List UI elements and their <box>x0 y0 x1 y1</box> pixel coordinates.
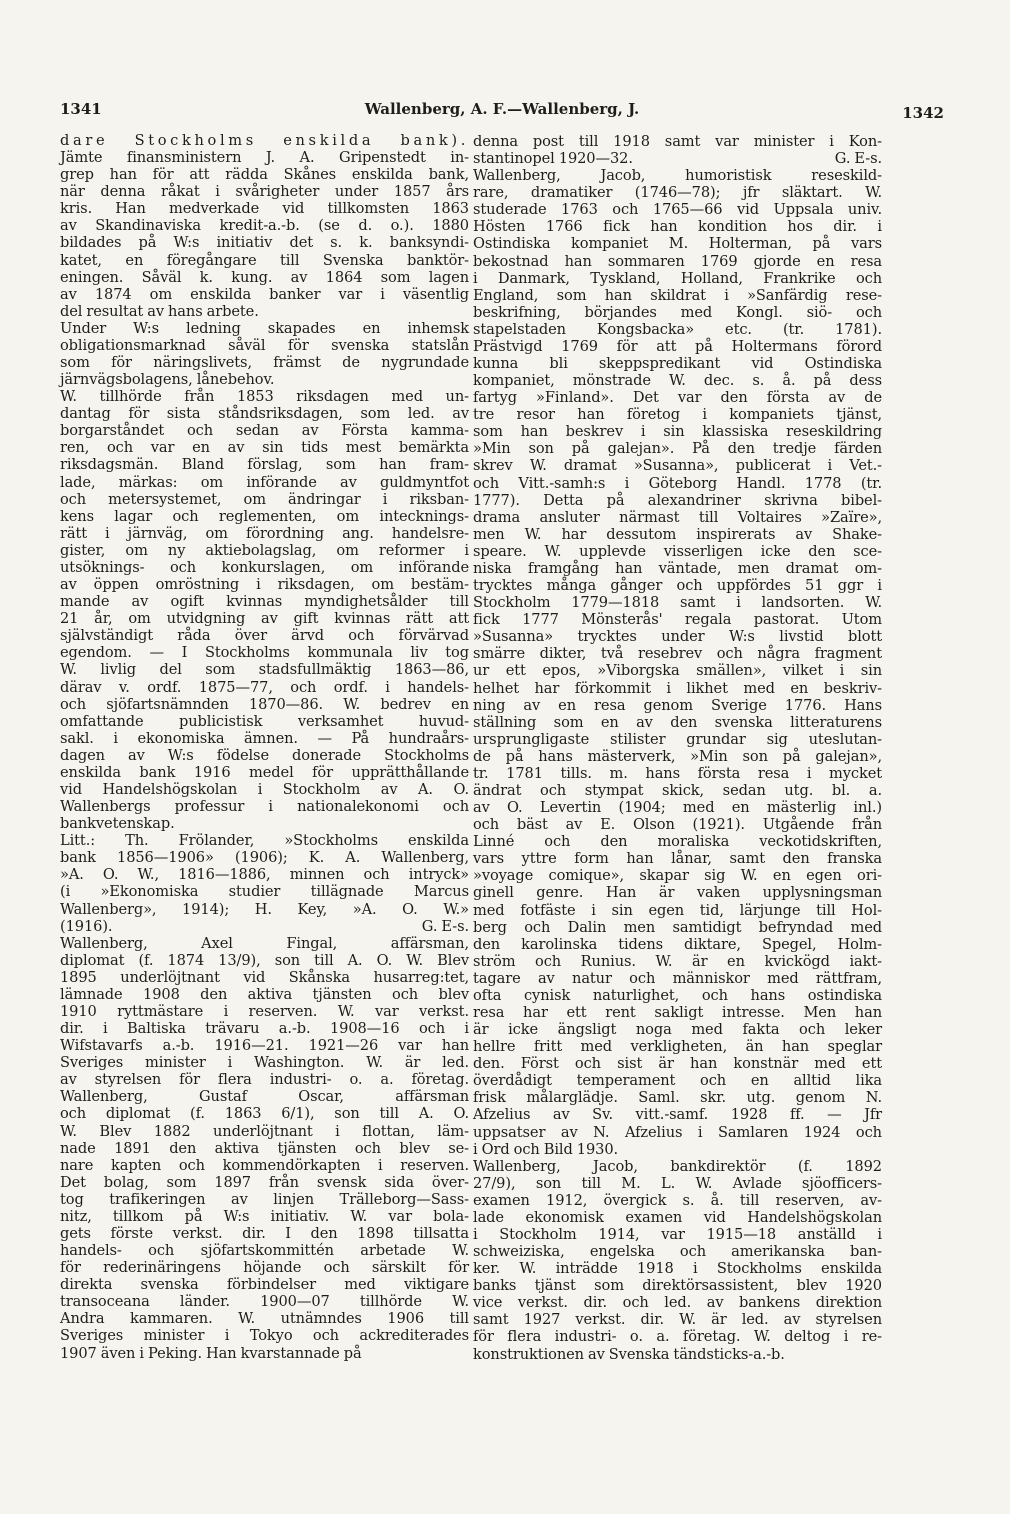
text-line-content: examen 1912, övergick s. å. till reserven, av- <box>473 1191 882 1209</box>
text-line-content: vars yttre form han lånar, samt den franska <box>473 850 882 868</box>
text-line <box>473 1072 882 1089</box>
text-line <box>473 765 882 782</box>
text-line <box>60 1174 469 1191</box>
text-line-content: kris. Han medverkade vid tillkomsten 1863 <box>60 200 469 218</box>
text-line <box>473 1021 882 1038</box>
text-line <box>473 936 882 953</box>
text-line <box>60 1003 469 1020</box>
text-line-content: Wallenbergs professur i nationalekonomi och <box>60 798 469 816</box>
text-line-content: Litt.: Th. Frölander, »Stockholms enskilda <box>60 832 469 850</box>
text-line <box>60 354 469 371</box>
running-header <box>60 100 944 124</box>
text-line-content: ker. W. inträdde 1918 i Stockholms enskilda <box>473 1260 882 1278</box>
text-line <box>473 235 882 252</box>
text-line <box>60 969 469 986</box>
text-line <box>473 304 882 321</box>
text-line <box>60 252 469 269</box>
text-line <box>473 697 882 714</box>
text-line <box>60 679 469 696</box>
text-line-content: självständigt råda över ärvd och förvärvad <box>60 627 469 645</box>
text-line-content: niska framgång han väntade, men dramat om- <box>473 559 882 577</box>
text-line-content: borgarståndet och sedan av Första kamma- <box>60 422 469 440</box>
text-line <box>60 525 469 542</box>
text-line <box>473 1158 882 1175</box>
text-line <box>473 867 882 884</box>
text-line <box>473 1141 882 1158</box>
text-line-content: fartyg »Finland». Det var den första av de <box>473 389 882 407</box>
text-line <box>60 696 469 713</box>
text-line-content: bekostnad han sommaren 1769 gjorde en resa <box>473 252 882 270</box>
text-line <box>60 901 469 918</box>
text-line-content: och Vitt.-samh:s i Göteborg Handl. 1778 (tr. <box>473 474 882 492</box>
text-line <box>60 1071 469 1088</box>
text-line-content: nare kapten och kommendörkapten i reserven. <box>60 1156 469 1174</box>
text-line-content: smärre dikter, två resebrev och några fragment <box>473 645 882 663</box>
text-line-content: »Min son på galejan». På den tredje färden <box>473 440 882 458</box>
text-line <box>473 526 882 543</box>
text-line <box>60 491 469 508</box>
text-line-content: direkta svenska förbindelser med viktigare <box>60 1276 469 1294</box>
text-line <box>473 987 882 1004</box>
text-line-content: studerade 1763 och 1765—66 vid Uppsala univ. <box>473 201 882 219</box>
text-line <box>473 1209 882 1226</box>
text-line <box>60 1225 469 1242</box>
text-line <box>473 321 882 338</box>
text-line-content: Wallenberg, Jacob, bankdirektör (f. 1892 <box>473 1157 882 1175</box>
author-signature: G. E-s. <box>834 150 882 168</box>
text-line <box>473 560 882 577</box>
text-line-content: eningen. Såväl k. kung. av 1864 som lagen <box>60 268 469 286</box>
text-line <box>60 320 469 337</box>
text-line-content: banks tjänst som direktörsassistent, blev 1920 <box>473 1277 882 1295</box>
text-line-content: i Stockholm 1914, var 1915—18 anställd i <box>473 1226 882 1243</box>
text-line <box>60 866 469 883</box>
text-line <box>473 577 882 594</box>
text-line-content: (1916). <box>60 917 113 935</box>
text-line <box>60 747 469 764</box>
text-line-content: ursprungligaste stilister grundar sig uteslutan- <box>473 730 882 748</box>
text-line <box>473 953 882 970</box>
text-line <box>60 1259 469 1276</box>
text-line <box>473 338 882 355</box>
left-text-column <box>60 132 469 1362</box>
text-line-content: i Ord och Bild 1930. <box>473 1140 619 1158</box>
text-line-content: men W. har dessutom inspirerats av Shake- <box>473 525 882 543</box>
text-line-content: kunna bli skeppspredikant vid Ostindiska <box>473 355 882 373</box>
text-line-content: riksdagsmän. Bland förslag, som han fram- <box>60 456 469 474</box>
text-line <box>60 1088 469 1105</box>
text-line <box>60 1293 469 1310</box>
text-line <box>473 201 882 218</box>
text-line-content: gets förste verkst. dir. I den 1898 tillsatta <box>60 1225 469 1242</box>
text-line-content: egendom. — I Stockholms kommunala liv tog <box>60 644 469 662</box>
text-line <box>473 509 882 526</box>
text-line-content: beskrifning, börjandes med Kongl. siö- och <box>473 303 882 321</box>
text-line <box>473 543 882 560</box>
text-line <box>473 680 882 697</box>
text-line <box>473 355 882 372</box>
text-line-content: därav v. ordf. 1875—77, och ordf. i handels- <box>60 678 469 696</box>
page-number-right: 1342 <box>902 104 944 122</box>
text-line-content: »A. O. W., 1816—1886, minnen och intryck» <box>60 866 469 884</box>
text-line-content: Wallenberg, Jacob, humoristisk reseskild- <box>473 167 882 185</box>
text-line-content: W. livlig del som stadsfullmäktig 1863—86, <box>60 661 469 679</box>
text-line <box>60 1105 469 1122</box>
text-line <box>473 167 882 184</box>
text-line-content: bankvetenskap. <box>60 815 175 833</box>
text-line <box>473 1226 882 1243</box>
text-line <box>473 850 882 867</box>
text-line <box>60 627 469 644</box>
text-line-content: vice verkst. dir. och led. av bankens direktion <box>473 1294 882 1312</box>
text-line-content: när denna råkat i svårigheter under 1857 års <box>60 183 469 201</box>
text-line-content: Wallenberg», 1914); H. Key, »A. O. W.» <box>60 900 469 918</box>
text-line-content: ur ett epos, »Viborgska smällen», vilket i sin <box>473 662 882 680</box>
text-line-content: Wifstavarfs a.-b. 1916—21. 1921—26 var han <box>60 1037 469 1055</box>
text-line-content: omfattande publicistisk verksamhet huvud- <box>60 712 469 730</box>
text-line <box>473 833 882 850</box>
text-line-content: bank 1856—1906» (1906); K. A. Wallenberg, <box>60 849 469 867</box>
text-line <box>60 371 469 388</box>
text-line-content: fick 1777 Mönsterås' regala pastorat. Utom <box>473 611 882 629</box>
text-line-content: Linné och den moraliska veckotidskriften, <box>473 833 882 851</box>
text-line <box>60 661 469 678</box>
text-line-content: 1910 ryttmästare i reserven. W. var verkst. <box>60 1002 469 1020</box>
text-line-content: enskilda bank 1916 medel för upprätthållande <box>60 763 469 781</box>
text-line <box>60 439 469 456</box>
text-line <box>473 492 882 509</box>
text-line-content: lade ekonomisk examen vid Handelshögskolan <box>473 1208 882 1226</box>
text-line-content: 1895 underlöjtnant vid Skånska husarreg:tet, <box>60 968 469 986</box>
text-line-content: sakl. i ekonomiska ämnen. — På hundraårs- <box>60 729 469 747</box>
text-line <box>60 234 469 251</box>
text-line <box>60 610 469 627</box>
text-line <box>60 713 469 730</box>
text-line-content: tr. 1781 tills. m. hans första resa i mycket <box>473 764 882 782</box>
text-line <box>60 422 469 439</box>
text-line <box>473 423 882 440</box>
text-line-content: och metersystemet, om ändringar i riksban- <box>60 490 469 508</box>
text-line <box>60 183 469 200</box>
text-line <box>473 1089 882 1106</box>
text-line <box>60 149 469 166</box>
text-line <box>60 166 469 183</box>
text-line-content: den karolinska tidens diktare, Spegel, Holm- <box>473 935 882 953</box>
text-line <box>60 1191 469 1208</box>
text-line-content: samt 1927 verkst. dir. W. är led. av styrelsen <box>473 1311 882 1329</box>
text-line <box>473 287 882 304</box>
text-line <box>473 475 882 492</box>
running-title: Wallenberg, A. F.—Wallenberg, J. <box>364 100 640 118</box>
text-line <box>60 456 469 473</box>
text-line-content: trycktes många gånger och uppfördes 51 ggr i <box>473 577 882 595</box>
text-line-content: ström och Runius. W. är en kvickögd iakt- <box>473 952 882 970</box>
text-line <box>60 542 469 559</box>
text-line <box>473 782 882 799</box>
text-line-content: Hösten 1766 fick han kondition hos dir. i <box>473 218 882 236</box>
text-line-content: stantinopel 1920—32. <box>473 150 633 168</box>
text-line-content: helhet har förkommit i likhet med en beskriv- <box>473 679 882 697</box>
text-line <box>473 1055 882 1072</box>
text-line-content: dantag för sista ståndsriksdagen, som led. av <box>60 405 469 423</box>
text-line-content: drama ansluter närmast till Voltaires »Zaïre», <box>473 508 882 526</box>
text-line <box>60 1020 469 1037</box>
text-line-content: av 1874 om enskilda banker var i väsentlig <box>60 285 469 303</box>
text-line-content: resa har ett rent sakligt intresse. Men han <box>473 1003 882 1021</box>
text-line <box>473 1124 882 1141</box>
text-line <box>60 781 469 798</box>
text-line-content: del resultat av hans arbete. <box>60 302 259 320</box>
text-line-content: frisk målarglädje. Saml. skr. utg. genom N. <box>473 1089 882 1107</box>
text-line <box>60 1123 469 1140</box>
text-line-content: berg och Dalin men samtidigt befryndad med <box>473 918 882 936</box>
text-line <box>60 1054 469 1071</box>
text-line <box>473 406 882 423</box>
text-line <box>60 576 469 593</box>
text-line <box>473 218 882 235</box>
text-line <box>60 918 469 935</box>
text-line <box>473 799 882 816</box>
text-line <box>60 474 469 491</box>
text-line-content: bildades på W:s initiativ det s. k. banksyndi- <box>60 234 469 252</box>
text-line <box>60 1310 469 1327</box>
text-line <box>60 217 469 234</box>
text-line-content: Andra kammaren. W. utnämndes 1906 till <box>60 1310 469 1328</box>
text-line <box>60 1345 469 1362</box>
text-line <box>60 269 469 286</box>
text-line <box>60 986 469 1003</box>
text-line <box>60 132 469 149</box>
text-line <box>60 764 469 781</box>
text-line <box>473 457 882 474</box>
text-line-content: kompaniet, mönstrade W. dec. s. å. på dess <box>473 372 882 390</box>
text-line <box>473 662 882 679</box>
text-line-content: nade 1891 den aktiva tjänsten och blev se- <box>60 1139 469 1157</box>
text-line-content: av öppen omröstning i riksdagen, om bestäm- <box>60 576 469 594</box>
text-line <box>60 388 469 405</box>
text-line <box>473 816 882 833</box>
text-line-content: diplomat (f. 1874 13/9), son till A. O. W. Blev <box>60 951 469 969</box>
text-line-content: är icke ängsligt noga med fakta och leker <box>473 1021 882 1039</box>
text-line-content: obligationsmarknad såväl för svenska statslån <box>60 336 469 354</box>
text-line <box>60 1276 469 1293</box>
text-line-content: schweiziska, engelska och amerikanska ban- <box>473 1243 882 1261</box>
text-line-content: grep han för att rädda Skånes enskilda bank, <box>60 166 469 184</box>
text-line-content: »voyage comique», skapar sig W. en egen ori- <box>473 867 882 885</box>
text-line-content: av Skandinaviska kredit-a.-b. (se d. o.). 1880 <box>60 217 469 235</box>
text-line-content: lämnade 1908 den aktiva tjänsten och blev <box>60 985 469 1003</box>
text-line <box>473 184 882 201</box>
text-line <box>60 337 469 354</box>
text-line-content: Wallenberg, Gustaf Oscar, affärsman <box>60 1088 469 1106</box>
text-line <box>473 884 882 901</box>
author-signature: G. E-s. <box>421 917 469 935</box>
text-line <box>60 559 469 576</box>
text-line-content: uppsatser av N. Afzelius i Samlaren 1924 och <box>473 1123 882 1141</box>
text-line-content: ändrat och stympat skick, sedan utg. bl. a. <box>473 781 882 799</box>
text-line-content: Afzelius av Sv. vitt.-samf. 1928 ff. — Jfr <box>473 1106 882 1124</box>
text-line <box>60 832 469 849</box>
text-line-content: 21 år, om utvidgning av gift kvinnas rätt att <box>60 610 469 628</box>
text-line-content: ställning som en av den svenska litteraturens <box>473 713 882 731</box>
text-line <box>473 970 882 987</box>
text-line <box>473 628 882 645</box>
text-line <box>60 405 469 422</box>
text-line <box>60 849 469 866</box>
text-line <box>60 286 469 303</box>
text-line <box>473 1346 882 1363</box>
text-line <box>60 644 469 661</box>
text-line-content: rätt i järnväg, om förordning ang. handelsre- <box>60 524 469 542</box>
text-line-content: utsöknings- och konkurslagen, om införande <box>60 558 469 576</box>
text-line-content: kens lagar och reglementen, om intecknings- <box>60 507 469 525</box>
text-line <box>473 645 882 662</box>
text-line-content: tagare av natur och människor med rättfram, <box>473 969 882 987</box>
text-line <box>473 1106 882 1123</box>
text-line-content: ginell genre. Han är vaken upplysningsman <box>473 884 882 902</box>
text-line-content: 1907 även i Peking. Han kvarstannade på <box>60 1344 362 1362</box>
text-line-content: konstruktionen av Svenska tändsticks-a.-b. <box>473 1345 785 1363</box>
text-line-content: av styrelsen för flera industri- o. a. företag. <box>60 1071 469 1089</box>
text-line-content: Ostindiska kompaniet M. Holterman, på vars <box>473 235 882 253</box>
text-line-content: handels- och sjöfartskommittén arbetade W. <box>60 1242 469 1260</box>
text-line-content: den. Först och sist är han konstnär med ett <box>473 1055 882 1073</box>
text-line-content: gister, om ny aktiebolagslag, om reformer i <box>60 541 469 559</box>
text-line <box>473 748 882 765</box>
text-line-content: Sveriges minister i Tokyo och ackrediterades <box>60 1327 469 1345</box>
text-line <box>473 902 882 919</box>
text-line <box>473 731 882 748</box>
text-line-content: skrev W. dramat »Susanna», publicerat i Vet.- <box>473 457 882 475</box>
text-line-content: nitz, tillkom på W:s initiativ. W. var bola- <box>60 1207 469 1225</box>
text-line <box>60 1037 469 1054</box>
text-line-content: stapelstaden Kongsbacka» etc. (tr. 1781). <box>473 320 882 338</box>
text-line-content: ofta cynisk naturlighet, och hans ostindiska <box>473 986 882 1004</box>
text-line-content: Prästvigd 1769 för att på Holtermans förord <box>473 337 882 355</box>
text-line <box>473 133 882 150</box>
text-line <box>473 611 882 628</box>
text-line <box>60 1208 469 1225</box>
text-line <box>60 883 469 900</box>
text-line <box>473 270 882 287</box>
text-line-content: mande av ogift kvinnas myndighetsålder till <box>60 593 469 611</box>
text-line <box>60 1140 469 1157</box>
text-line-content: Wallenberg, Axel Fingal, affärsman, <box>60 934 469 952</box>
text-line <box>473 1004 882 1021</box>
text-line <box>473 1175 882 1192</box>
text-line <box>473 919 882 936</box>
text-line-content: vid Handelshögskolan i Stockholm av A. O. <box>60 780 469 798</box>
text-line-content: hellre fritt med verkligheten, än han speglar <box>473 1038 882 1056</box>
text-line <box>60 935 469 952</box>
text-line-content: W. tillhörde från 1853 riksdagen med un- <box>60 388 469 406</box>
text-line-content: Jämte finansministern J. A. Gripenstedt in- <box>60 149 469 167</box>
text-line <box>473 594 882 611</box>
text-line-content: Under W:s ledning skapades en inhemsk <box>60 319 469 337</box>
text-line-content: för rederinäringens höjande och särskilt för <box>60 1259 469 1277</box>
text-line-content: Sveriges minister i Washington. W. är led. <box>60 1054 469 1072</box>
text-line-content: dare Stockholms enskilda bank). <box>60 132 469 149</box>
text-line-content: transoceana länder. 1900—07 tillhörde W. <box>60 1293 469 1311</box>
text-line <box>473 714 882 731</box>
text-line-content: lade, märkas: om införande av guldmyntfot <box>60 473 469 491</box>
text-line <box>473 1260 882 1277</box>
text-line <box>473 1277 882 1294</box>
text-line <box>60 730 469 747</box>
text-line-content: katet, en föregångare till Svenska banktör- <box>60 251 469 269</box>
text-line <box>473 1294 882 1311</box>
text-line-content: och bäst av E. Olson (1921). Utgående från <box>473 816 882 834</box>
text-line-content: Det bolag, som 1897 från svensk sida över- <box>60 1173 469 1191</box>
text-line <box>60 798 469 815</box>
text-line <box>60 200 469 217</box>
text-line-content: som för näringslivets, främst de nygrundade <box>60 354 469 372</box>
text-line <box>60 1327 469 1344</box>
text-line <box>473 389 882 406</box>
text-line-content: (i »Ekonomiska studier tillägnade Marcus <box>60 883 469 901</box>
text-line <box>473 440 882 457</box>
text-line-content: de på hans mästerverk, »Min son på galejan», <box>473 747 882 765</box>
text-line-content: denna post till 1918 samt var minister i Kon- <box>473 133 882 150</box>
text-line <box>60 303 469 320</box>
text-line-content: överdådigt temperament och en alltid lika <box>473 1072 882 1090</box>
text-line <box>60 952 469 969</box>
text-line-content: och diplomat (f. 1863 6/1), son till A. O. <box>60 1105 469 1123</box>
text-line <box>60 508 469 525</box>
text-line-content: av O. Levertin (1904; med en mästerlig inl.) <box>473 799 882 817</box>
text-line <box>473 1328 882 1345</box>
text-line-content: rare, dramatiker (1746—78); jfr släktart. W. <box>473 184 882 202</box>
text-line-content: dir. i Baltiska trävaru a.-b. 1908—16 och i <box>60 1020 469 1038</box>
text-line-content: tre resor han företog i kompaniets tjänst, <box>473 406 882 424</box>
text-line-content: dagen av W:s födelse donerade Stockholms <box>60 746 469 764</box>
text-line-content: tog trafikeringen av linjen Trälleborg—Sass- <box>60 1190 469 1208</box>
text-line-content: Stockholm 1779—1818 samt i landsorten. W. <box>473 594 882 612</box>
text-line-content: med fotfäste i sin egen tid, lärjunge till Hol- <box>473 901 882 919</box>
text-line-content: »Susanna» trycktes under W:s livstid blott <box>473 628 882 646</box>
text-line <box>60 593 469 610</box>
text-line-content: 1777). Detta på alexandriner skrivna bibel- <box>473 491 882 509</box>
text-line <box>473 1192 882 1209</box>
text-line-content: speare. W. upplevde visserligen icke den sce- <box>473 542 882 560</box>
text-line-content: järnvägsbolagens, lånebehov. <box>60 371 275 389</box>
page-number-left: 1341 <box>60 100 102 118</box>
right-text-column <box>473 133 882 1363</box>
text-line <box>473 372 882 389</box>
text-line <box>60 1242 469 1259</box>
text-line <box>473 1243 882 1260</box>
text-line-content: W. Blev 1882 underlöjtnant i flottan, läm- <box>60 1122 469 1140</box>
text-line <box>473 253 882 270</box>
text-line-content: i Danmark, Tyskland, Holland, Frankrike och <box>473 269 882 287</box>
text-line-content: ning av en resa genom Sverige 1776. Hans <box>473 696 882 714</box>
text-line <box>473 150 882 167</box>
text-line <box>60 815 469 832</box>
text-line-content: ren, och var en av sin tids mest bemärkta <box>60 439 469 457</box>
text-line-content: för flera industri- o. a. företag. W. deltog i re- <box>473 1328 882 1346</box>
text-line <box>473 1311 882 1328</box>
text-line-content: som han beskrev i sin klassiska reseskildring <box>473 423 882 441</box>
text-line-content: England, som han skildrat i »Sanfärdig rese- <box>473 286 882 304</box>
text-line-content: 27/9), son till M. L. W. Avlade sjöofficers- <box>473 1174 882 1192</box>
text-line-content: och sjöfartsnämnden 1870—86. W. bedrev en <box>60 695 469 713</box>
text-line <box>60 1157 469 1174</box>
text-line <box>473 1038 882 1055</box>
